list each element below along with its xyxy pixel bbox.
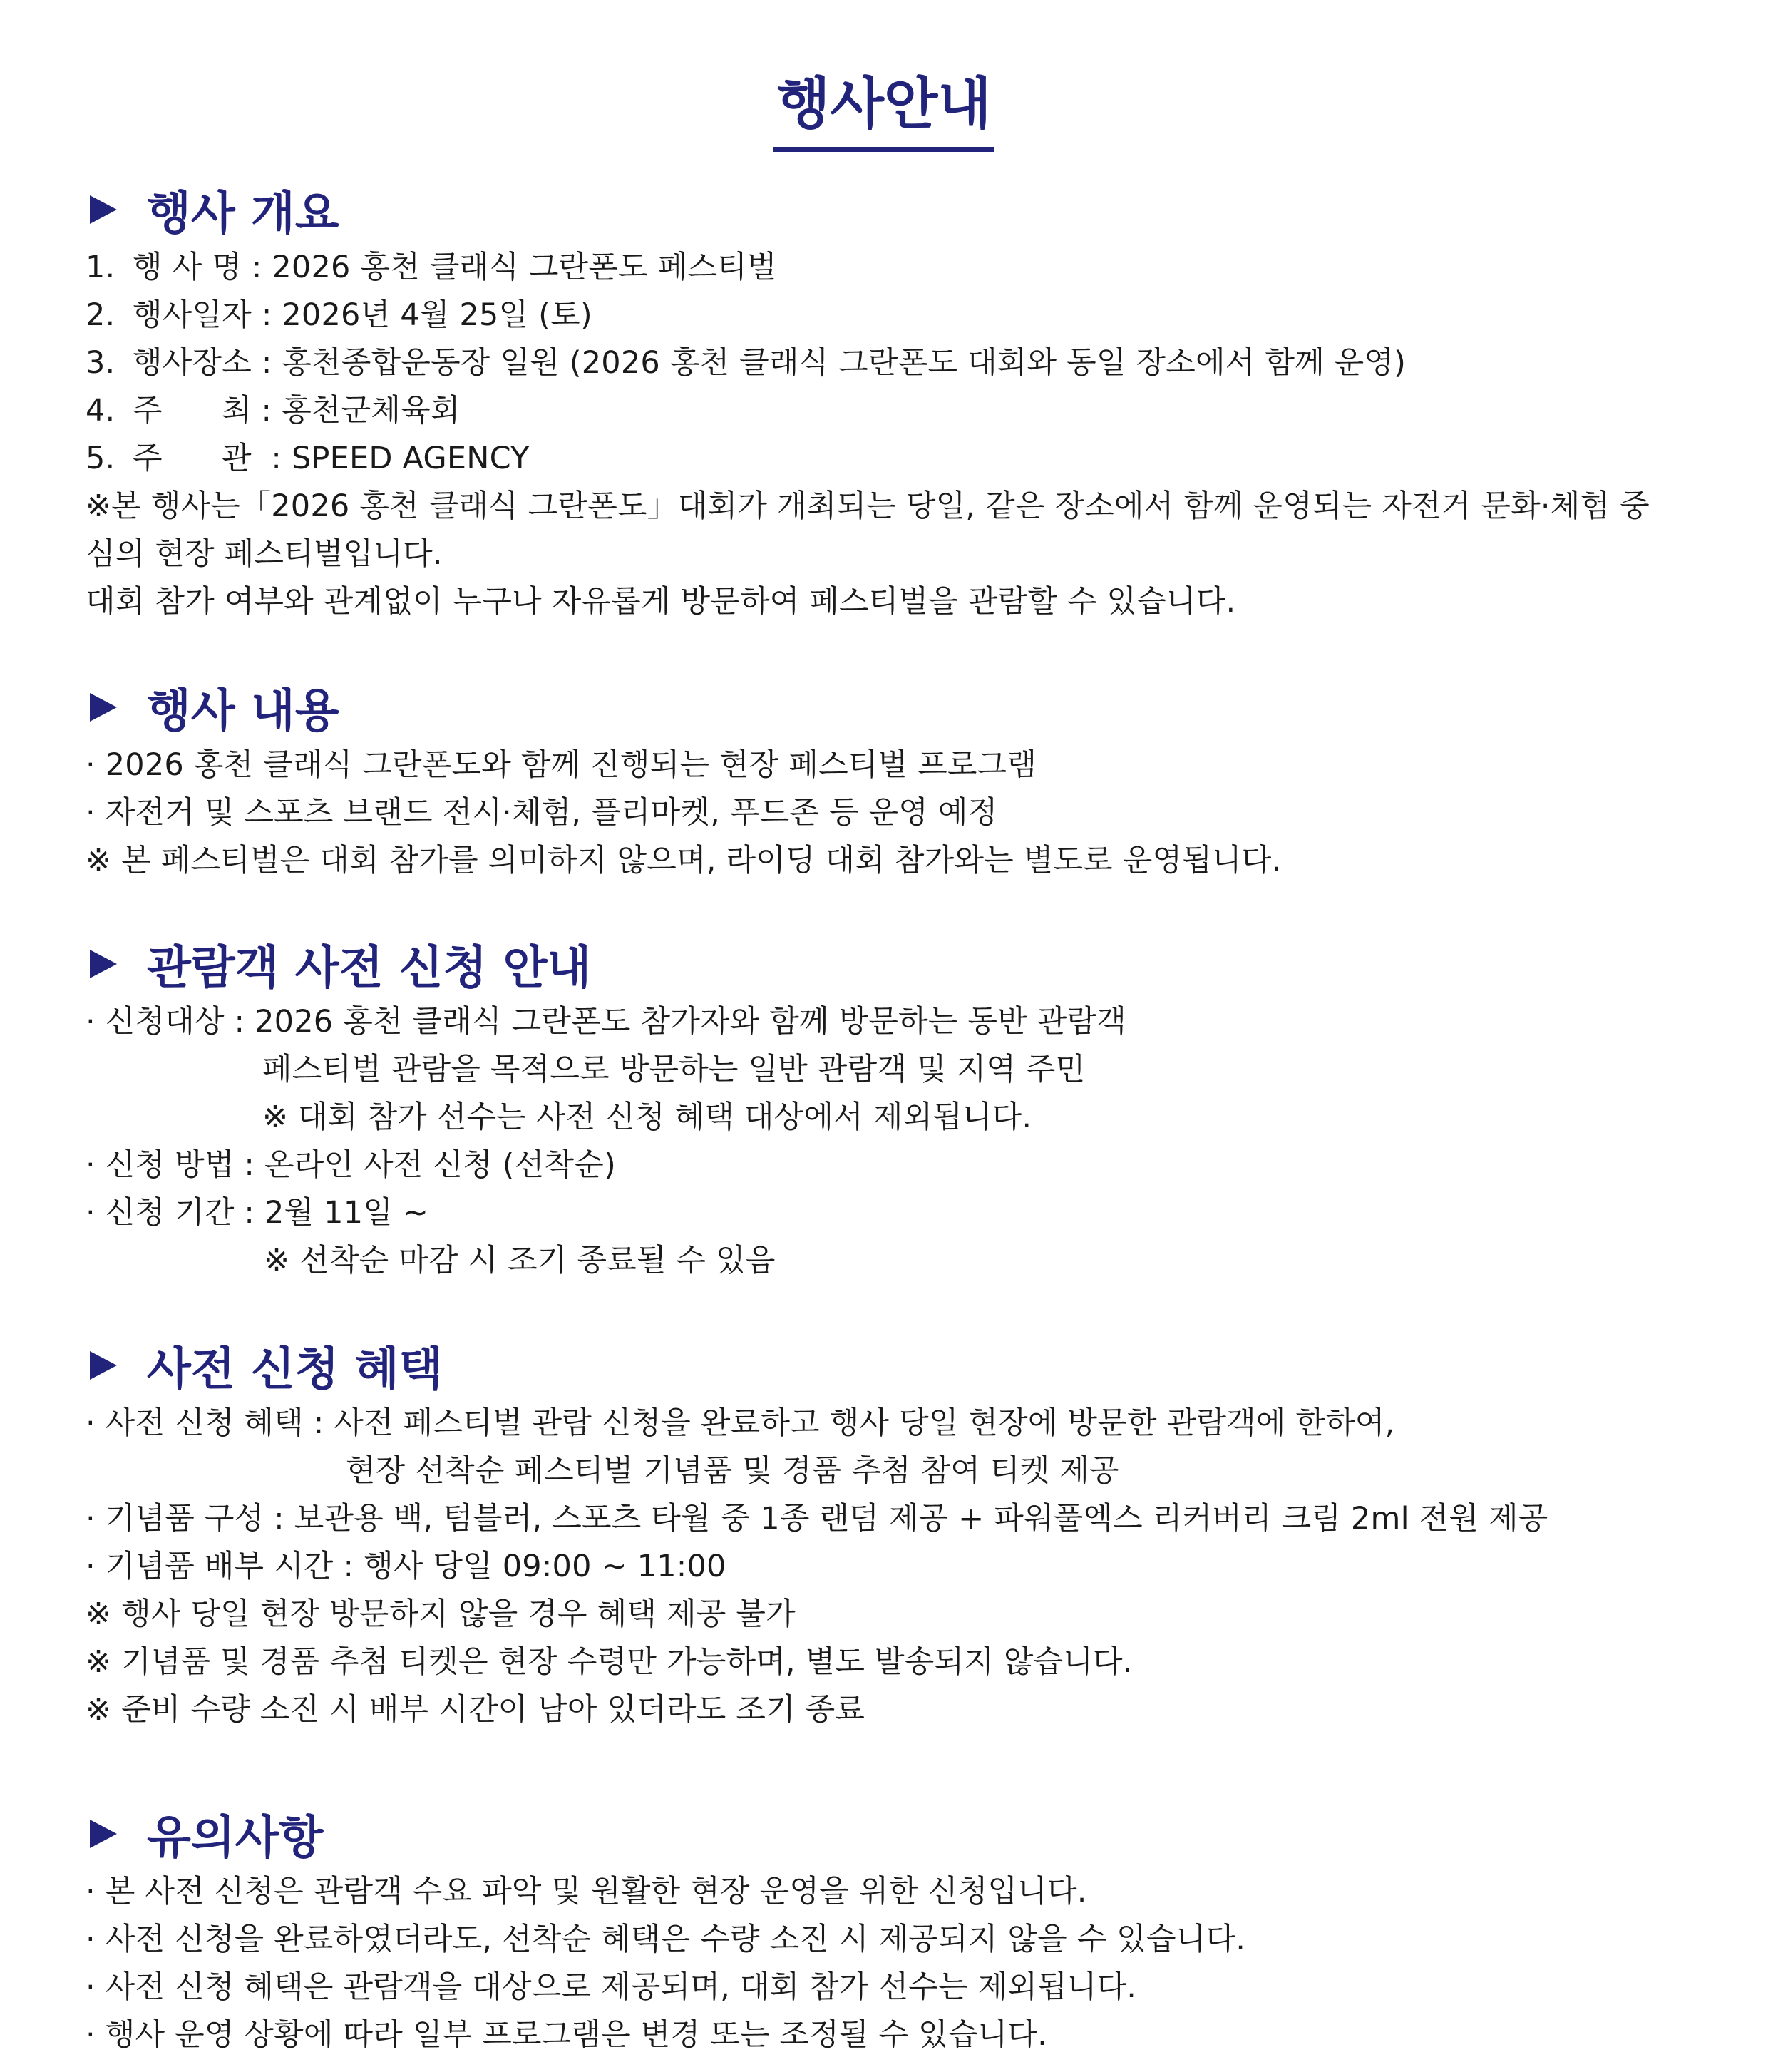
section-heading-cautions: [86, 1804, 1697, 1864]
triangle-bullet-icon: [90, 693, 117, 722]
triangle-bullet-icon: [90, 1820, 117, 1848]
application-method: · 신청 방법 : 온라인 사전 신청 (선착순): [86, 1147, 616, 1183]
section-heading-content: [86, 677, 1697, 737]
item-number: 1.: [86, 250, 115, 285]
content-line: ※ 본 페스티벌은 대회 참가를 의미하지 않으며, 라이딩 대회 참가와는 별도로 운영됩니다.: [86, 843, 1282, 878]
heading-text: 사전 신청 혜택: [147, 1343, 443, 1396]
item-text: 행 사 명 : 2026 홍천 클래식 그란폰도 페스티벌: [133, 250, 777, 285]
section-benefits: [86, 1335, 1697, 1734]
application-period-note: ※ 선착순 마감 시 조기 종료될 수 있음: [264, 1243, 776, 1278]
item-number: 3.: [86, 345, 115, 381]
benefit-line: · 사전 신청 혜택 : 사전 페스티벌 관람 신청을 완료하고 행사 당일 현장에 방문한 관람객에 한하여,: [86, 1405, 1395, 1441]
caution-line: · 사전 신청을 완료하였더라도, 선착순 혜택은 수량 소진 시 제공되지 않을 수 있습니다.: [86, 1922, 1246, 1957]
caution-line: · 본 사전 신청은 관람객 수요 파악 및 원활한 현장 운영을 위한 신청입니다.: [86, 1874, 1087, 1909]
content-line: · 자전거 및 스포츠 브랜드 전시·체험, 플리마켓, 푸드존 등 운영 예정: [86, 795, 998, 831]
item-number: 5.: [86, 441, 115, 476]
item-text: 주 최 : 홍천군체육회: [133, 393, 461, 429]
section-heading-benefits: [86, 1335, 1697, 1395]
section-heading-overview: [86, 180, 1697, 240]
item-text: 행사일자 : 2026년 4월 25일 (토): [133, 297, 592, 333]
overview-item: [86, 387, 1697, 435]
application-target-continued: 페스티벌 관람을 목적으로 방문하는 일반 관람객 및 지역 주민: [262, 1052, 1086, 1087]
triangle-bullet-icon: [90, 950, 117, 978]
heading-text: 행사 내용: [147, 685, 339, 738]
application-target-note: ※ 대회 참가 선수는 사전 신청 혜택 대상에서 제외됩니다.: [262, 1099, 1032, 1135]
overview-note: ※본 행사는「2026 홍천 클래식 그란폰도」대회가 개최되는 당일, 같은 장소에서 함께 운영되는 자전거 문화·체험 중심의 현장 페스티벌입니다.: [86, 488, 1650, 572]
section-cautions: [86, 1804, 1697, 2059]
benefit-note: ※ 기념품 및 경품 추첨 티켓은 현장 수령만 가능하며, 별도 발송되지 않습니다.: [86, 1644, 1133, 1680]
caution-line: · 사전 신청 혜택은 관람객을 대상으로 제공되며, 대회 참가 선수는 제외됩니다.: [86, 1969, 1137, 2005]
overview-item: [86, 292, 1697, 339]
heading-text: 행사 개요: [147, 188, 339, 240]
item-text: 행사장소 : 홍천종합운동장 일원 (2026 홍천 클래식 그란폰도 대회와 동일 장소에서 함께 운영): [133, 345, 1407, 381]
caution-line: · 행사 운영 상황에 따라 일부 프로그램은 변경 또는 조정될 수 있습니다.: [86, 2017, 1047, 2053]
item-number: 2.: [86, 297, 115, 333]
section-overview: [86, 180, 1697, 626]
item-number: 4.: [86, 393, 115, 429]
overview-item: [86, 435, 1697, 483]
overview-item: [86, 244, 1697, 292]
overview-note: 대회 참가 여부와 관계없이 누구나 자유롭게 방문하여 페스티벌을 관람할 수 있습니다.: [86, 584, 1236, 620]
page-title: [0, 71, 1768, 152]
heading-text: 유의사항: [147, 1812, 324, 1865]
gift-composition: · 기념품 구성 : 보관용 백, 텀블러, 스포츠 타월 중 1종 랜덤 제공 + 파워풀엑스 리커버리 크림 2ml 전원 제공: [86, 1501, 1548, 1537]
content-line: · 2026 홍천 클래식 그란폰도와 함께 진행되는 현장 페스티벌 프로그램: [86, 747, 1037, 783]
triangle-bullet-icon: [90, 1351, 117, 1380]
benefit-note: ※ 행사 당일 현장 방문하지 않을 경우 혜택 제공 불가: [86, 1596, 796, 1632]
section-application: [86, 934, 1697, 1285]
benefit-note: ※ 준비 수량 소진 시 배부 시간이 남아 있더라도 조기 종료: [86, 1692, 865, 1728]
heading-text: 관람객 사전 신청 안내: [147, 942, 592, 995]
gift-distribution-time: · 기념품 배부 시간 : 행사 당일 09:00 ~ 11:00: [86, 1549, 726, 1584]
benefit-line-continued: 현장 선착순 페스티벌 기념품 및 경품 추첨 참여 티켓 제공: [346, 1453, 1119, 1489]
section-heading-application: [86, 934, 1697, 994]
section-content: [86, 677, 1697, 885]
application-period: · 신청 기간 : 2월 11일 ~: [86, 1195, 429, 1231]
application-target: · 신청대상 : 2026 홍천 클래식 그란폰도 참가자와 함께 방문하는 동반 관람객: [86, 1004, 1127, 1040]
page-title-text: 행사안내: [774, 71, 994, 152]
item-text: 주 관 : SPEED AGENCY: [133, 441, 530, 476]
triangle-bullet-icon: [90, 195, 117, 224]
overview-item: [86, 339, 1697, 387]
